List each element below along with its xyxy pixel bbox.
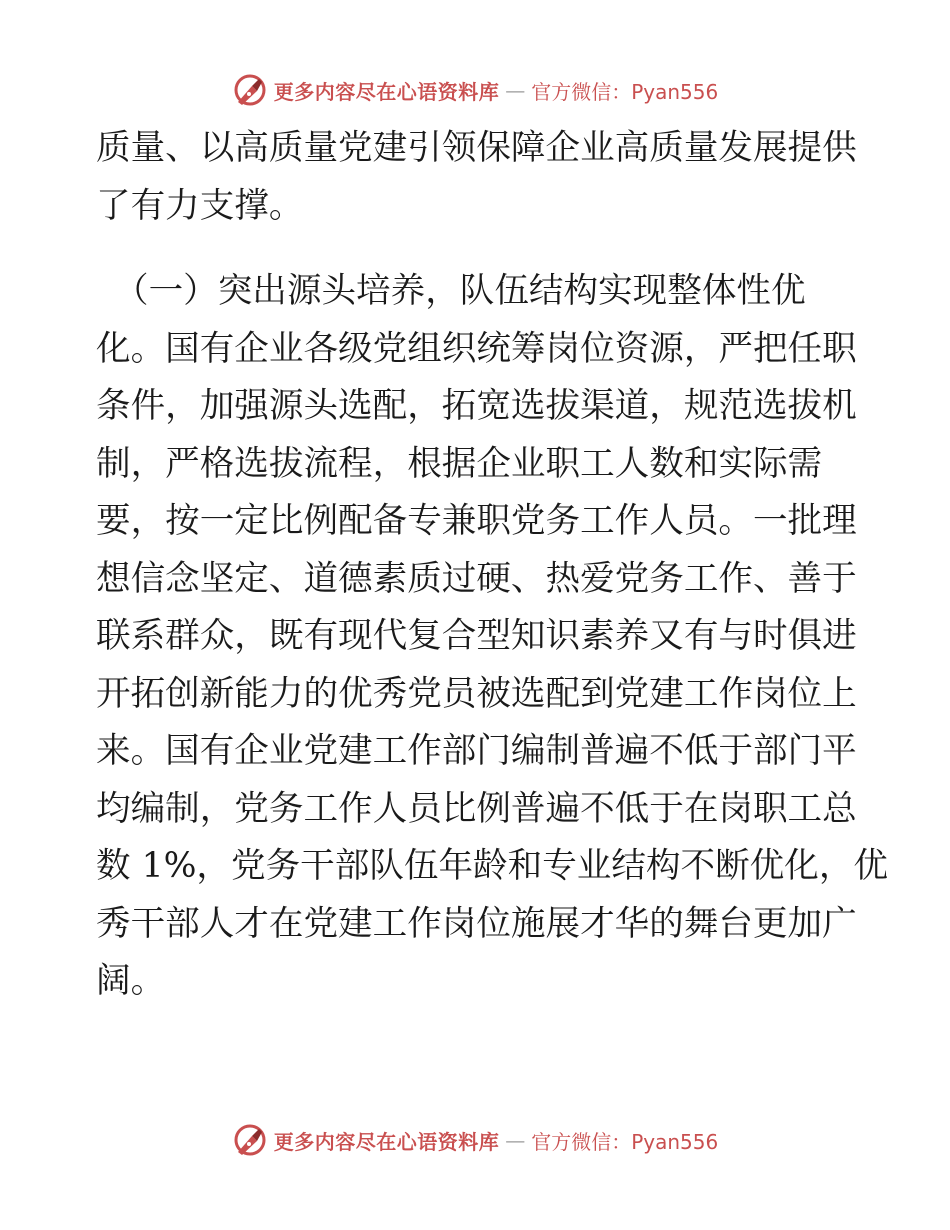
text-line: 化。国有企业各级党组织统筹岗位资源，严把任职 (96, 328, 857, 369)
text-line: 条件，加强源头选配，拓宽选拔渠道，规范选拔机 (96, 386, 857, 426)
text-line: 质量、以高质量党建引领保障企业高质量发展提供 (96, 128, 857, 168)
footer-brand-text: 更多内容尽在心语资料库 (273, 1129, 500, 1154)
footer-dash: — (505, 1128, 526, 1152)
text-line: 秀干部人才在党建工作岗位施展才华的舞台更加广 (96, 903, 857, 944)
pen-nib-logo-icon (232, 1122, 268, 1158)
text-line: 联系群众，既有现代复合型知识素养又有与时俱进 (96, 616, 857, 656)
text-line: 想信念坚定、道德素质过硬、热爱党务工作、善于 (96, 558, 857, 599)
header-contact: 官方微信：Pyan556 (531, 79, 719, 104)
footer-contact: 官方微信：Pyan556 (531, 1129, 719, 1154)
text-line: 均编制，党务工作人员比例普遍不低于在岗职工总 (96, 788, 857, 829)
document-body (96, 120, 888, 1011)
header-dash: — (505, 78, 526, 102)
header-watermark (0, 70, 950, 110)
section-heading-line: （一）突出源头培养，队伍结构实现整体性优 (114, 271, 806, 311)
text-line: 来。国有企业党建工作部门编制普遍不低于部门平 (96, 731, 857, 771)
paragraph-2 (96, 263, 888, 1011)
pen-nib-logo-icon (232, 72, 268, 108)
header-brand-text: 更多内容尽在心语资料库 (273, 79, 500, 104)
text-line: 了有力支撑。 (96, 185, 304, 226)
text-line: 开拓创新能力的优秀党员被选配到党建工作岗位上 (96, 673, 857, 714)
paragraph-1 (96, 120, 856, 235)
text-line: 制，严格选拔流程，根据企业职工人数和实际需 (96, 443, 823, 484)
text-line: 要，按一定比例配备专兼职党务工作人员。一批理 (96, 501, 857, 541)
footer-watermark (0, 1120, 950, 1160)
text-line: 阔。 (96, 961, 166, 1001)
text-line: 数 1%，党务干部队伍年龄和专业结构不断优化，优 (96, 846, 888, 886)
